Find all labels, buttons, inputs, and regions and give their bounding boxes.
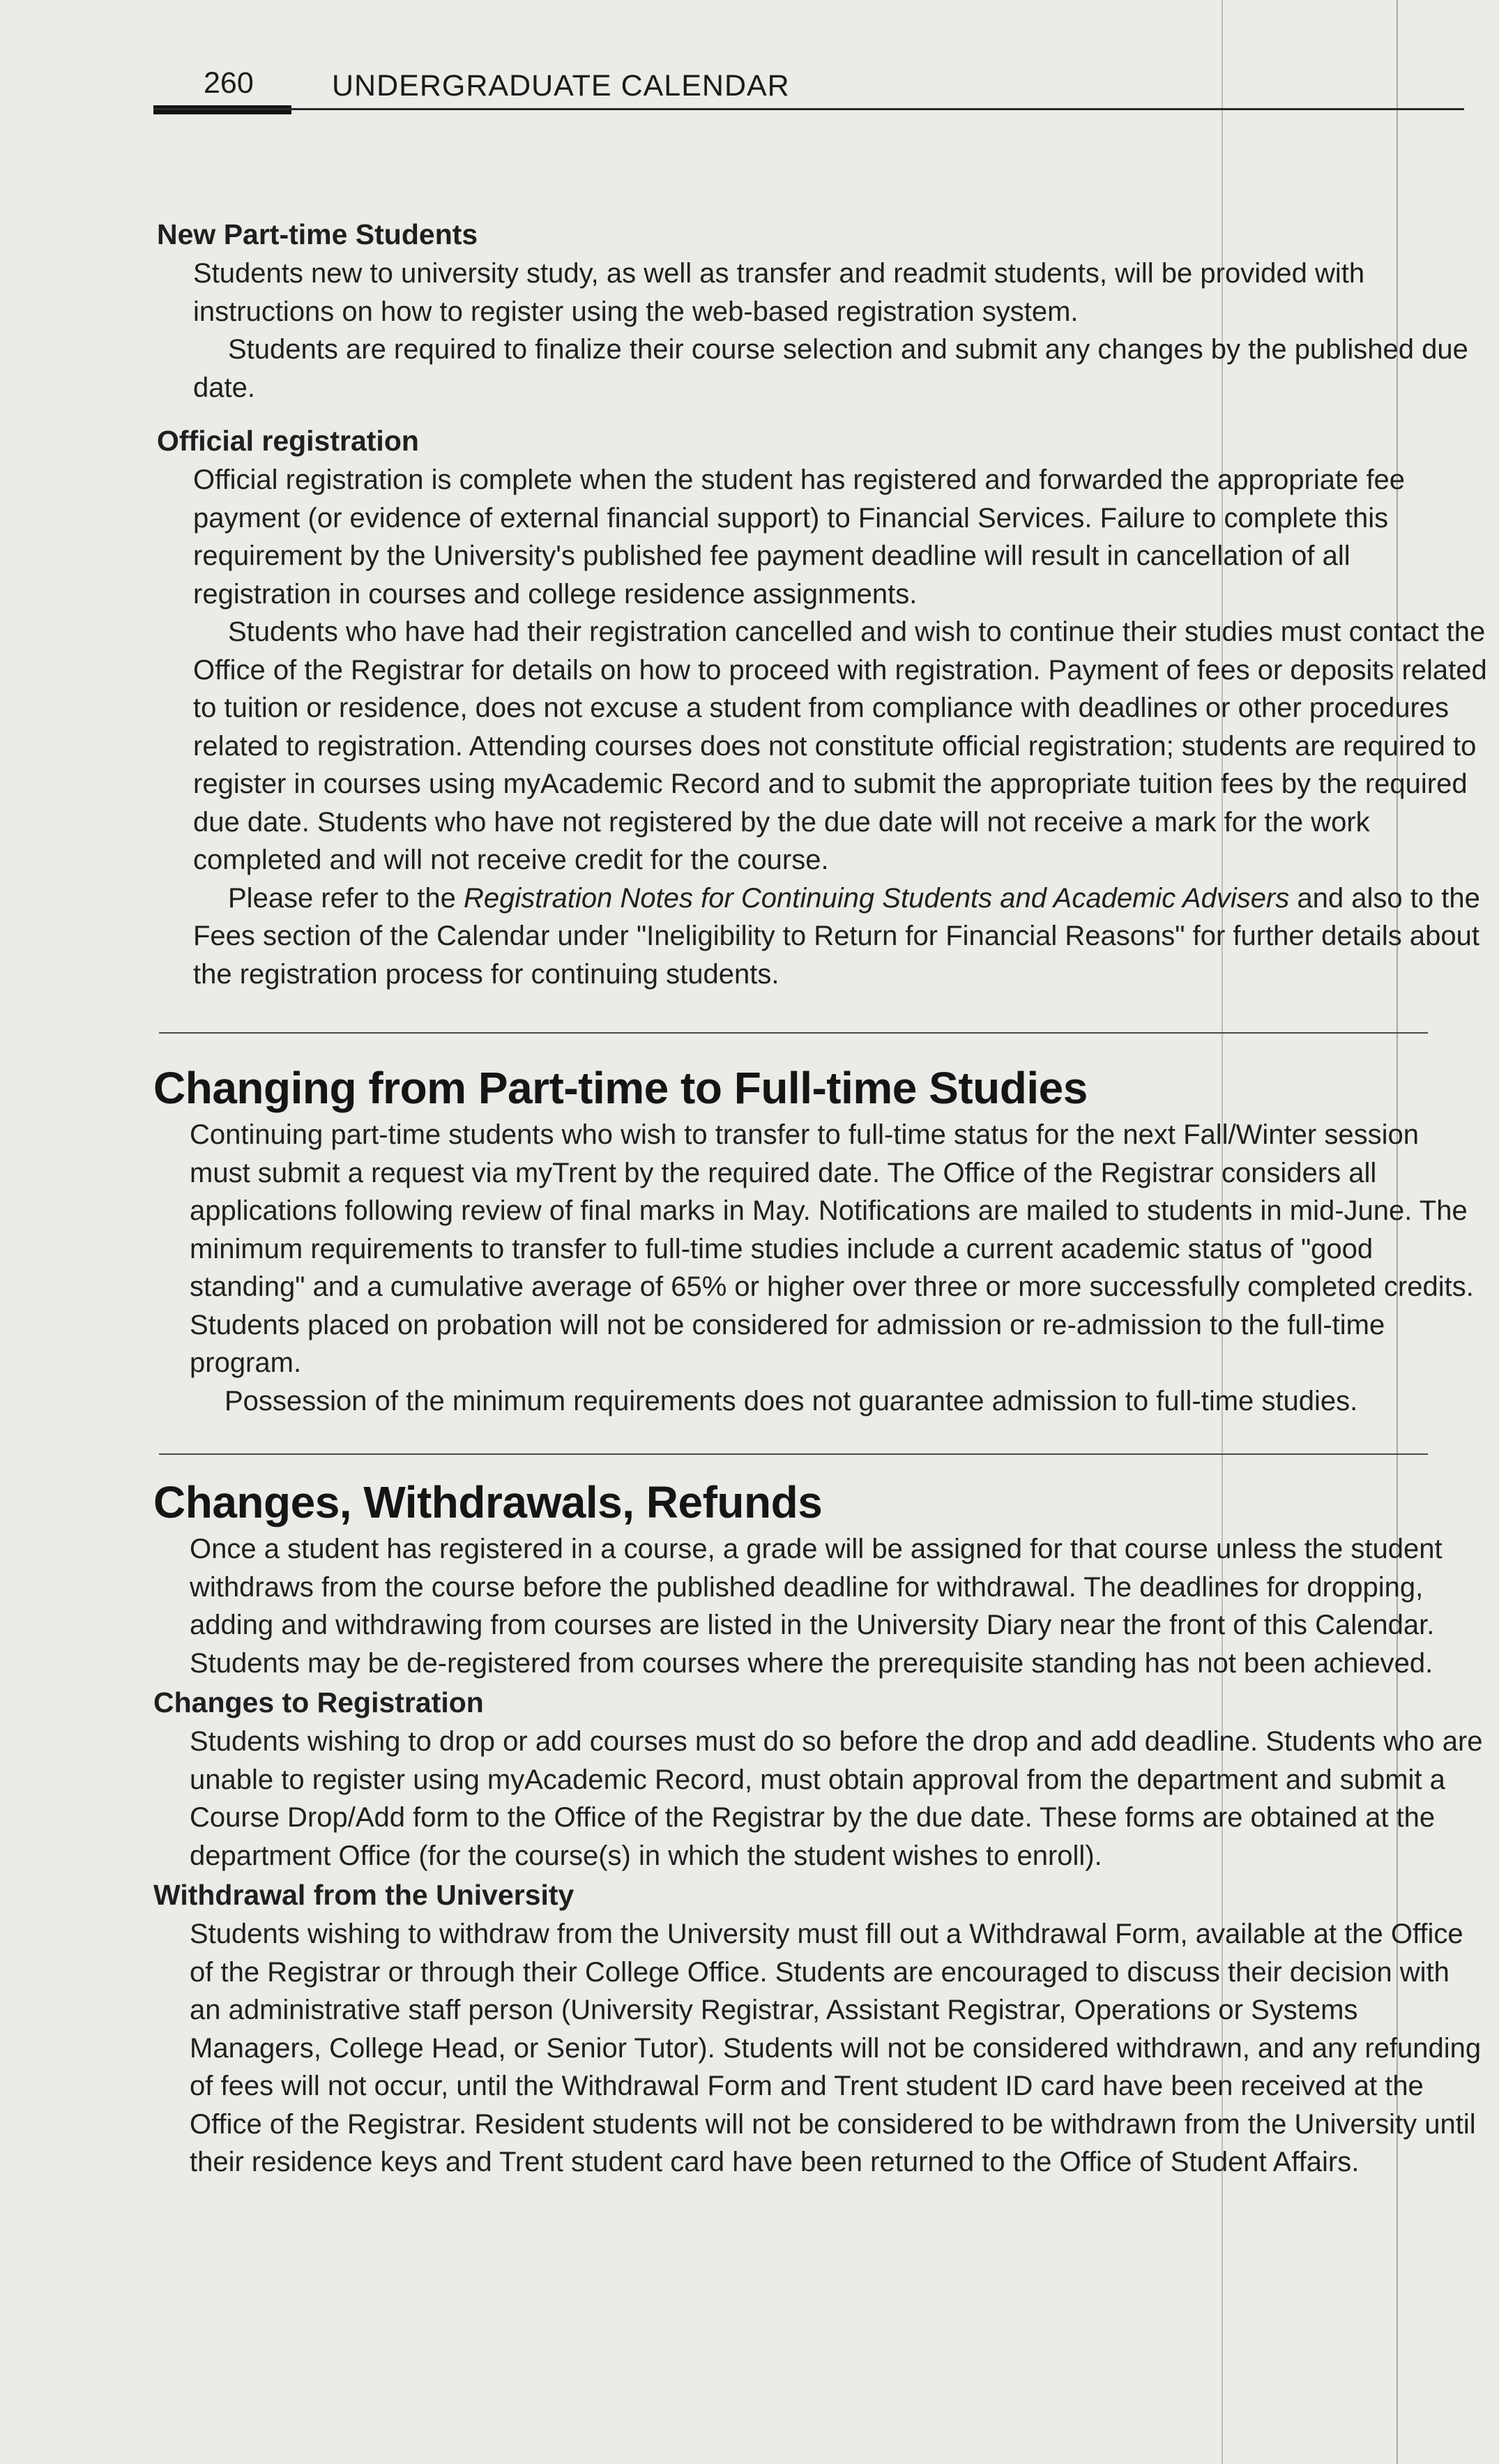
paragraph xyxy=(193,879,1490,994)
document-title-reference: Registration Notes for Continuing Students and Academic Advisers xyxy=(463,882,1290,914)
paragraph xyxy=(190,1530,1486,1682)
running-title: UNDERGRADUATE CALENDAR xyxy=(332,69,790,103)
paragraph-text: Students new to university study, as well as transfer and readmit students, will be provided with instructions on how to register using the web-based registration system. xyxy=(193,258,1365,327)
section-new-part-time xyxy=(157,214,1468,407)
subhead-new-part-time: New Part-time Students xyxy=(157,218,478,250)
calendar-page xyxy=(153,66,1487,2182)
section-changes-withdrawals xyxy=(153,1474,1483,2182)
section-changing-status xyxy=(153,1060,1474,1420)
paragraph-text: Students wishing to drop or add courses must do so before the drop and add deadline. Students who are unable to register using myAcademic Record, must obtain approval from the department and submit a Course Drop/Add form to the Office of the Registrar by the due date. These forms are obtained at the department Office (for the course(s) in which the student wishes to enroll). xyxy=(190,1726,1483,1871)
paragraph-text: Students who have had their registration cancelled and wish to continue their studies must contact the Office of the Registrar for details on how to proceed with registration. Payment of fees or deposits related to tuition or residence, does not excuse a student from compliance with deadlines or other procedures related to registration. Attending courses does not constitute official registration; students are required to register in courses using myAcademic Record and to submit the appropriate tuition fees by the required due date. Students who have not registered by the due date will not receive a mark for the work completed and will not receive credit for the course. xyxy=(193,617,1487,875)
paragraph xyxy=(190,1116,1486,1382)
paragraph-text: Possession of the minimum requirements does not guarantee admission to full-time studies. xyxy=(225,1385,1358,1416)
running-head xyxy=(153,66,1464,122)
section-title-changes: Changes, Withdrawals, Refunds xyxy=(153,1477,823,1527)
paragraph xyxy=(190,1723,1486,1875)
page-number: 260 xyxy=(204,66,254,100)
subhead-changes-to-registration: Changes to Registration xyxy=(153,1686,484,1718)
paragraph-text: Official registration is complete when the student has registered and forwarded the appropriate fee payment (or evidence of external financial support) to Financial Services. Failure to complete this requirement by the University's published fee payment deadline will result in cancellation of all registration in courses and college residence assignments. xyxy=(193,464,1406,610)
paragraph xyxy=(190,1382,1486,1421)
paragraph xyxy=(190,1915,1486,2182)
subhead-withdrawal: Withdrawal from the University xyxy=(153,1879,575,1911)
paragraph-text: Once a student has registered in a course, a grade will be assigned for that course unless the student withdraws from the course before the published deadline for withdrawal. The deadlines for dropping, adding and withdrawing from courses are listed in the University Diary near the front of this Calendar. Students may be de-registered from courses where the prerequisite standing has not been achieved. xyxy=(190,1534,1443,1679)
paragraph-text: Continuing part-time students who wish to transfer to full-time status for the next Fall/Winter session must submit a request via myTrent by the required date. The Office of the Registrar considers all applications following review of final marks in May. Notifications are mailed to students in mid-June. The minimum requirements to transfer to full-time studies include a current academic status of "good standing" and a cumulative average of 65% or higher over three or more successfully completed credits. Students placed on probation will not be considered for admission or re-admission to the full-time program. xyxy=(190,1119,1474,1378)
paragraph xyxy=(193,461,1490,613)
header-rule xyxy=(153,108,1464,110)
section-title-changing: Changing from Part-time to Full-time Studies xyxy=(153,1063,1088,1113)
paragraph-text: Students are required to finalize their course selection and submit any changes by the published due date. xyxy=(193,334,1468,403)
paragraph xyxy=(193,331,1490,407)
paragraph xyxy=(193,613,1490,879)
paragraph xyxy=(193,255,1490,331)
paragraph-text: Students wishing to withdraw from the University must fill out a Withdrawal Form, available at the Office of the Registrar or through their College Office. Students are encouraged to discuss their decision with an administrative staff person (University Registrar, Assistant Registrar, Operations or Systems Managers, College Head, or Senior Tutor). Students will not be considered withdrawn, and any refunding of fees will not occur, until the Withdrawal Form and Trent student ID card have been received at the Office of the Registrar. Resident students will not be considered to be withdrawn from the University until their residence keys and Trent student card have been returned to the Office of Student Affairs. xyxy=(190,1919,1482,2177)
paragraph-text: Please refer to the xyxy=(228,882,464,914)
paragraph-text: and also to the Fees section of the Calendar under "Ineligibility to Return for Financial Reasons" for further details about the registration process for continuing students. xyxy=(193,882,1480,990)
subhead-official-registration: Official registration xyxy=(157,425,419,457)
section-official-registration xyxy=(157,421,1487,993)
